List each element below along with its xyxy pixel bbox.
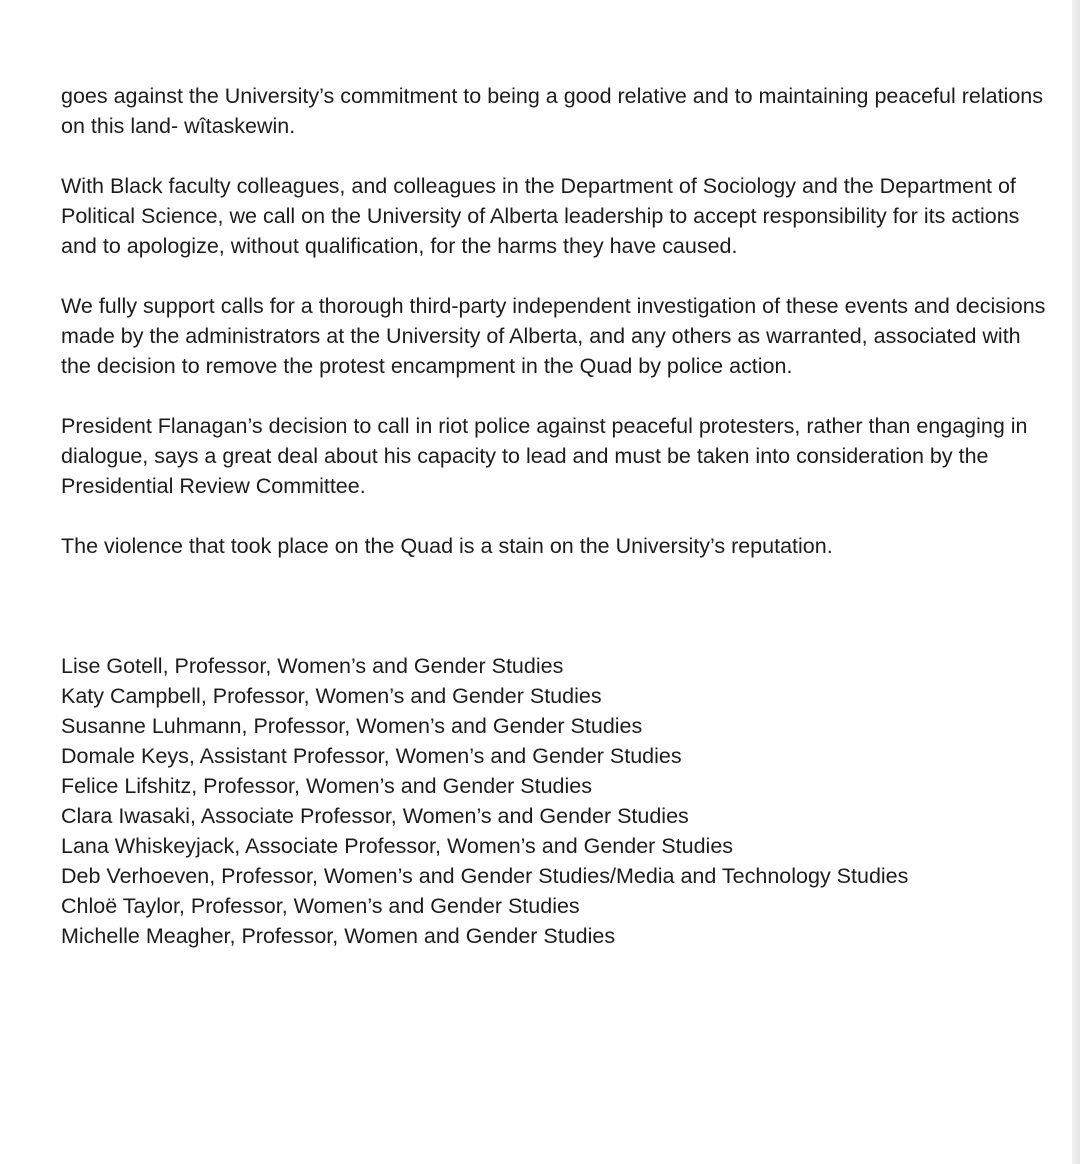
letter-body	[61, 81, 1051, 951]
signatory: Clara Iwasaki, Associate Professor, Women’s and Gender Studies	[61, 804, 689, 828]
signatory-list	[61, 651, 1051, 951]
paragraph-reputation: The violence that took place on the Quad is a stain on the University’s reputation.	[61, 534, 833, 558]
signatory: Michelle Meagher, Professor, Women and Gender Studies	[61, 924, 616, 948]
paragraph-presidential-review: President Flanagan’s decision to call in riot police against peaceful protesters, rather than engaging in dialogue, says a great deal about his capacity to lead and must be taken into consideration by the Presidential Review Committee.	[61, 414, 1028, 498]
signatory: Lana Whiskeyjack, Associate Professor, Women’s and Gender Studies	[61, 834, 734, 858]
signatory: Domale Keys, Assistant Professor, Women’s and Gender Studies	[61, 744, 682, 768]
signatory: Felice Lifshitz, Professor, Women’s and Gender Studies	[61, 774, 592, 798]
paragraph-investigation: We fully support calls for a thorough third-party independent investigation of these events and decisions made by the administrators at the University of Alberta, and any others as warranted, associated with the decision to remove the protest encampment in the Quad by police action.	[61, 294, 1046, 378]
paragraph-call-for-apology: With Black faculty colleagues, and colleagues in the Department of Sociology and the Department of Political Science, we call on the University of Alberta leadership to accept responsibility for its actions and to apologize, without qualification, for the harms they have caused.	[61, 174, 1020, 258]
page-edge-shadow	[1072, 0, 1080, 1164]
signatory: Susanne Luhmann, Professor, Women’s and Gender Studies	[61, 714, 643, 738]
paragraph-commitment: goes against the University’s commitment to being a good relative and to maintaining peaceful relations on this land- wîtaskewin.	[61, 84, 1043, 138]
signatory: Chloë Taylor, Professor, Women’s and Gender Studies	[61, 894, 580, 918]
signatory: Lise Gotell, Professor, Women’s and Gender Studies	[61, 654, 564, 678]
signatory: Katy Campbell, Professor, Women’s and Gender Studies	[61, 684, 602, 708]
signatory: Deb Verhoeven, Professor, Women’s and Gender Studies/Media and Technology Studies	[61, 864, 909, 888]
